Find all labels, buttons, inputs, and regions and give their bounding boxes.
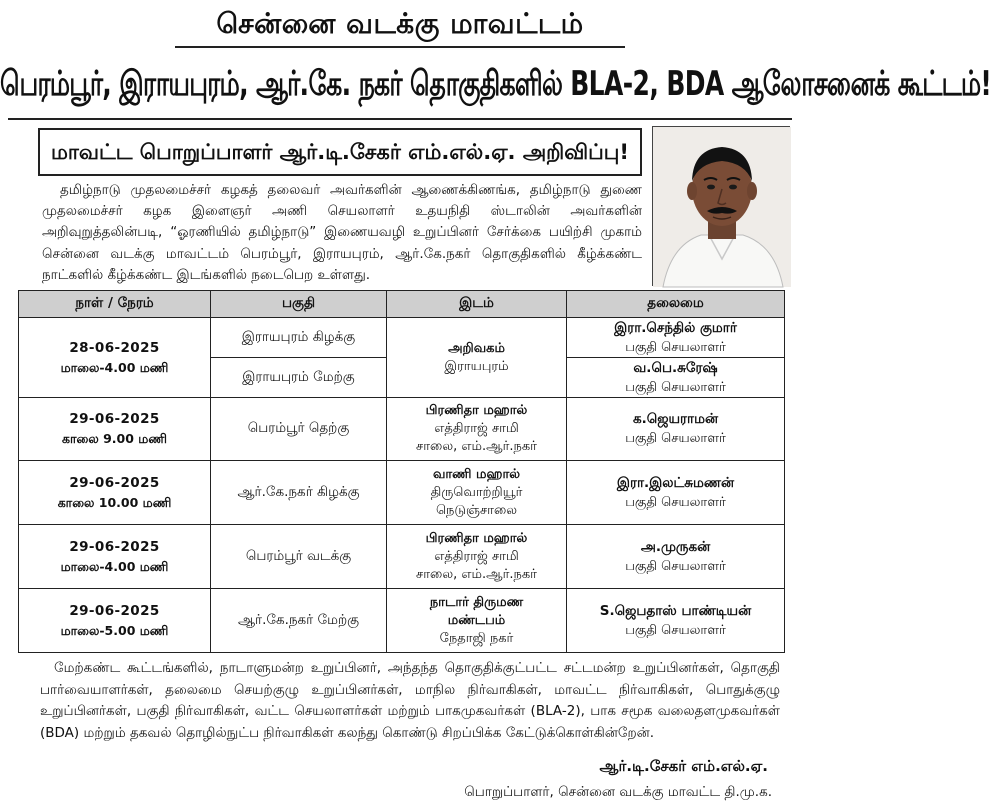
meeting-date: 29-06-2025 — [69, 474, 160, 491]
table-row — [19, 318, 785, 358]
venue-line: பிரணிதா மஹால் — [425, 530, 528, 546]
meeting-date: 28-06-2025 — [69, 339, 160, 356]
portrait-photo — [652, 126, 790, 286]
leader-cell — [567, 525, 785, 589]
meeting-date: 29-06-2025 — [69, 602, 160, 619]
signatory-role: பொறுப்பாளர், சென்னை வடக்கு மாவட்ட தி.மு.க. — [464, 784, 772, 800]
date-time-cell — [19, 461, 211, 525]
leader-cell — [567, 318, 785, 358]
leader-role: பகுதி செயலாளர் — [625, 494, 726, 510]
area-cell: ஆர்.கே.நகர் கிழக்கு — [211, 461, 387, 525]
header-leader: தலைமை — [567, 291, 785, 318]
leader-cell — [567, 461, 785, 525]
leader-cell — [567, 358, 785, 398]
venue-line: திருவொற்றியூர் — [430, 484, 523, 500]
table-row — [19, 461, 785, 525]
venue-cell — [387, 318, 567, 398]
meeting-time: மாலை-4.00 மணி — [60, 359, 169, 375]
leader-role: பகுதி செயலாளர் — [625, 558, 726, 574]
signatory-name: ஆர்.டி.சேகர் எம்.எல்.ஏ. — [599, 757, 768, 775]
header-venue: இடம் — [387, 291, 567, 318]
header-date-time: நாள் / நேரம் — [19, 291, 211, 318]
area-cell: இராயபுரம் மேற்கு — [211, 358, 387, 398]
headline-divider — [8, 118, 792, 120]
meeting-time: மாலை-5.00 மணி — [60, 622, 169, 638]
venue-line: எத்திராஜ் சாமி — [434, 548, 519, 564]
table-row — [19, 525, 785, 589]
leader-role: பகுதி செயலாளர் — [625, 431, 726, 446]
meeting-time: காலை 9.00 மணி — [62, 431, 167, 446]
notice-title: மாவட்ட பொறுப்பாளர் ஆர்.டி.சேகர் எம்.எல்.ஏ. அறிவிப்பு! — [38, 128, 642, 176]
meeting-time: காலை 10.00 மணி — [57, 494, 172, 510]
date-time-cell — [19, 525, 211, 589]
leader-name: வ.பெ.சுரேஷ் — [633, 359, 718, 376]
leader-cell — [567, 398, 785, 461]
leader-name: அ.முருகன் — [640, 538, 711, 555]
venue-line: நெடுஞ்சாலை — [435, 502, 518, 518]
date-time-cell — [19, 398, 211, 461]
table-row — [19, 589, 785, 653]
area-cell: பெரம்பூர் வடக்கு — [211, 525, 387, 589]
closing-paragraph: மேற்கண்ட கூட்டங்களில், நாடாளுமன்ற உறுப்பினர், அந்தந்த தொகுதிக்குட்பட்ட சட்டமன்ற உறுப்பினர்கள், தொகுதி பார்வையாளர்கள், தலைமை செயற்குழு உறுப்பினர்கள், மாநில நிர்வாகிகள், மாவட்ட நிர்வாகிகள், பொதுக்குழு உறுப்பினர்கள், பகுதி நிர்வாகிகள், வட்ட செயலாளர்கள் மற்றும் பாகமுகவர்கள் (BLA-2), பாக சமூக வலைதளமுகவர்கள் (BDA) மற்றும் தகவல் தொழில்நுட்ப நிர்வாகிகள் கலந்து கொண்டு சிறப்பிக்க கேட்டுக்கொள்கின்றேன். — [40, 660, 780, 741]
schedule-table — [18, 290, 785, 653]
area-cell: ஆர்.கே.நகர் மேற்கு — [211, 589, 387, 653]
header-area: பகுதி — [211, 291, 387, 318]
venue-line: மண்டபம் — [447, 612, 506, 628]
meeting-date: 29-06-2025 — [69, 538, 160, 555]
venue-line: வாணி மஹால் — [432, 466, 521, 482]
leader-name: க.ஜெயராமன் — [632, 411, 719, 427]
date-time-cell — [19, 318, 211, 398]
leader-role: பகுதி செயலாளர் — [625, 622, 726, 638]
venue-line: இராயபுரம் — [444, 358, 509, 374]
meeting-date: 29-06-2025 — [69, 411, 160, 427]
portrait-illustration — [653, 127, 791, 287]
leader-name: இரா.இலட்சுமணன் — [616, 474, 735, 491]
venue-cell — [387, 398, 567, 461]
venue-cell — [387, 525, 567, 589]
area-cell: இராயபுரம் கிழக்கு — [211, 318, 387, 358]
leader-name: S.ஜெபதாஸ் பாண்டியன் — [599, 602, 752, 619]
venue-line: நேதாஜி நகர் — [439, 630, 514, 646]
venue-cell — [387, 589, 567, 653]
leader-cell — [567, 589, 785, 653]
venue-cell — [387, 461, 567, 525]
table-header-row — [19, 291, 785, 318]
leader-name: இரா.செந்தில் குமார் — [614, 319, 737, 336]
venue-line: நாடார் திருமண — [429, 594, 524, 610]
district-heading: சென்னை வடக்கு மாவட்டம் — [216, 7, 584, 40]
heading-rule — [175, 46, 625, 48]
venue-line: பிரணிதா மஹால் — [425, 403, 528, 418]
meeting-time: மாலை-4.00 மணி — [60, 558, 169, 574]
area-cell: பெரம்பூர் தெற்கு — [211, 398, 387, 461]
leader-role: பகுதி செயலாளர் — [625, 379, 726, 395]
date-time-cell — [19, 589, 211, 653]
main-headline: பெரம்பூர், இராயபுரம், ஆர்.கே. நகர் தொகுதிகளில் BLA-2, BDA ஆலோசனைக் கூட்டம்! — [0, 64, 991, 104]
leader-role: பகுதி செயலாளர் — [625, 339, 726, 355]
venue-line: சாலை, எம்.ஆர்.நகர் — [416, 566, 537, 582]
venue-line: அறிவகம் — [448, 340, 505, 356]
venue-line: சாலை, எம்.ஆர்.நகர் — [416, 439, 537, 454]
table-row — [19, 398, 785, 461]
intro-paragraph: தமிழ்நாடு முதலமைச்சர் கழகத் தலைவர் அவர்களின் ஆணைக்கிணங்க, தமிழ்நாடு துணை முதலமைச்சர் கழக இளைஞர் அணி செயலாளர் உதயநிதி ஸ்டாலின் அவர்களின் அறிவுறுத்தலின்படி, “ஓரணியில் தமிழ்நாடு” இணையவழி உறுப்பினர் சேர்க்கை பயிற்சி முகாம் சென்னை வடக்கு மாவட்டம் பெரம்பூர், இராயபுரம், ஆர்.கே.நகர் தொகுதிகளில் கீழ்க்கண்ட நாட்களில் கீழ்க்கண்ட இடங்களில் நடைபெற உள்ளது. — [42, 182, 642, 283]
venue-line: எத்திராஜ் சாமி — [434, 421, 519, 436]
